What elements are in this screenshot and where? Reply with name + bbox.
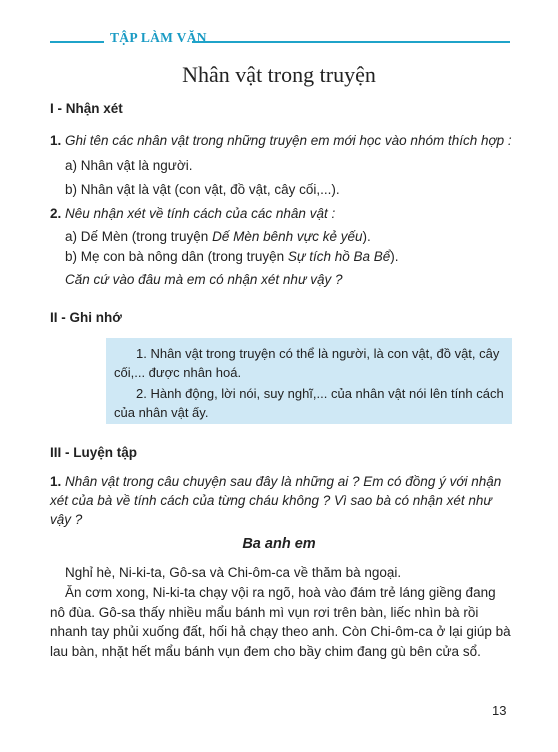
item-2c: Căn cứ vào đâu mà em có nhận xét như vậy ? — [65, 272, 343, 287]
story-paragraph-1: Nghỉ hè, Ni-ki-ta, Gô-sa và Chi-ôm-ca về thăm bà ngoại. — [65, 565, 402, 580]
heading-ghi-nho: II - Ghi nhớ — [50, 310, 122, 325]
heading-nhan-xet: I - Nhận xét — [50, 101, 123, 116]
section-label: TẬP LÀM VĂN — [110, 30, 207, 45]
item-2b-pre: b) Mẹ con bà nông dân (trong truyện — [65, 249, 288, 264]
question-2-number: 2. — [50, 206, 62, 221]
story-paragraph-2: Ăn cơm xong, Ni-ki-ta chạy vội ra ngõ, hoà vào đám trẻ láng giềng đang nô đùa. Gô-sa thấy nhiều mẩu bánh mì vụn rơi trên bàn, liếc nhìn bà rồi nhanh tay phủi xuống đất, hối hả chạy theo anh. Còn Chi-ôm-ca ở lại giúp bà lau bàn, nhặt hết mẩu bánh vụn đem cho bầy chim đang gù bên cửa sổ. — [50, 585, 511, 659]
item-1a: a) Nhân vật là người. — [65, 158, 193, 173]
memo-item-2: 2. Hành động, lời nói, suy nghĩ,... của nhân vật nói lên tính cách của nhân vật ấy. — [114, 386, 504, 420]
practice-question-1 — [50, 472, 512, 529]
page-title: Nhân vật trong truyện — [182, 62, 376, 87]
item-2a-post: ). — [362, 229, 371, 244]
item-2a-story: Dế Mèn bênh vực kẻ yếu — [212, 229, 363, 244]
item-2b-post: ). — [390, 249, 399, 264]
item-2a — [65, 227, 525, 246]
header-rule-left — [50, 41, 104, 43]
question-1-number: 1. — [50, 133, 62, 148]
item-2b — [65, 247, 525, 266]
memo-item-1: 1. Nhân vật trong truyện có thể là người, là con vật, đồ vật, cây cối,... được nhân hoá. — [114, 346, 500, 380]
question-1-text: Ghi tên các nhân vật trong những truyện em mới học vào nhóm thích hợp : — [65, 133, 512, 148]
item-2b-story: Sự tích hồ Ba Bể — [287, 249, 391, 264]
heading-luyen-tap: III - Luyện tập — [50, 445, 138, 460]
practice-question-1-text: Nhân vật trong câu chuyện sau đây là những ai ? Em có đồng ý với nhận xét của bà về tính cách của từng cháu không ? Vì sao bà có nhận xét như vậy ? — [50, 474, 502, 527]
question-1 — [50, 131, 520, 150]
item-1b: b) Nhân vật là vật (con vật, đồ vật, cây cối,...). — [65, 182, 340, 197]
question-2 — [50, 204, 520, 223]
page-number: 13 — [492, 703, 507, 718]
section-header — [50, 30, 510, 50]
question-2-text: Nêu nhận xét về tính cách của các nhân vật : — [65, 206, 336, 221]
memo-box — [106, 338, 512, 424]
item-2a-pre: a) Dế Mèn (trong truyện — [65, 229, 213, 244]
header-rule-right — [192, 41, 510, 43]
practice-question-1-number: 1. — [50, 474, 62, 489]
story-title: Ba anh em — [242, 536, 316, 552]
